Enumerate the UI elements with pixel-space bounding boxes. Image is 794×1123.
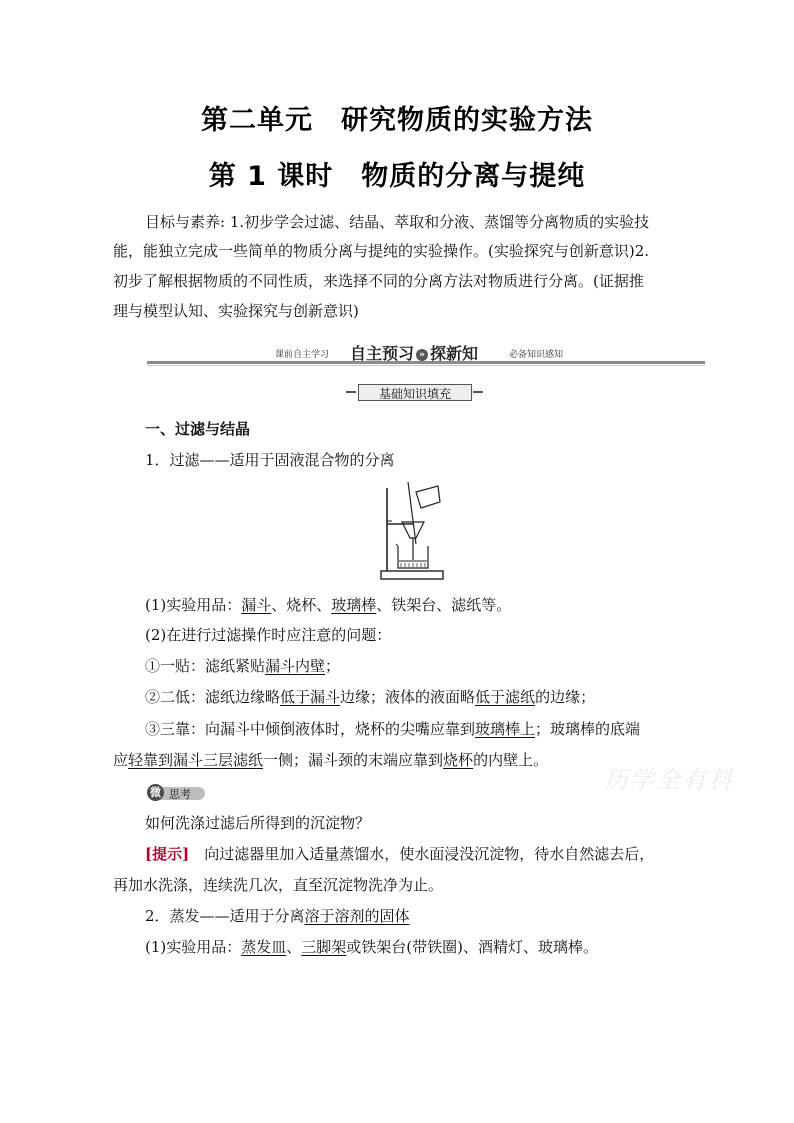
rule-three-lean-cont (113, 751, 548, 769)
filtration-notes-heading: (2)在进行过滤操作时应注意的问题： (145, 626, 392, 644)
goals-line-2: 能，能独立完成一些简单的物质分离与提纯的实验操作。(实验探究与创新意识)2. (113, 242, 650, 260)
underlined-answer: 漏斗内壁 (265, 657, 326, 675)
underlined-answer: 玻璃棒 (331, 596, 377, 614)
underlined-answer: 蒸发皿 (241, 938, 287, 956)
underlined-answer: 低于滤纸 (475, 688, 536, 706)
section-box-dash-right (473, 391, 483, 393)
section-box (346, 384, 483, 401)
rule-one-stick (145, 657, 340, 675)
text-run: 向过滤器里加入适量蒸馏水，使水面浸没沉淀物，待水自然滤去后， (189, 845, 655, 863)
goals-line-4: 理与模型认知、实验探究与创新意识) (113, 302, 359, 320)
watermark: 历学全有料 (604, 766, 734, 794)
underlined-answer: 烧杯 (443, 751, 474, 769)
hint-line-1 (145, 845, 654, 863)
text-run: 或铁架台(带铁圈)、酒精灯、玻璃棒。 (346, 938, 599, 956)
banner-main-b: 探新知 (430, 344, 479, 363)
banner-right-label: 必备知识感知 (509, 350, 564, 360)
think-question: 如何洗涤过滤后所得到的沉淀物？ (145, 814, 371, 832)
think-badge (147, 784, 205, 801)
text-run: ； (325, 657, 341, 675)
rule-two-low (145, 688, 595, 706)
text-run: 的边缘； (535, 688, 596, 706)
filtration-tools (145, 596, 511, 614)
text-run: 一侧；漏斗颈的末端应靠到 (263, 751, 444, 769)
banner-main-a: 自主预习 (350, 344, 415, 363)
underlined-answer: 溶于溶剂的固体 (304, 907, 410, 925)
text-run: 、 (286, 938, 302, 956)
text-run: ；玻璃棒的底端 (535, 720, 641, 738)
hint-line-2: 再加水洗涤，连续洗几次，直至沉淀物洗净为止。 (113, 876, 444, 894)
heading-filtration-crystallization: 一、过滤与结晶 (145, 420, 251, 438)
evaporation-title (145, 907, 410, 925)
underlined-answer: 低于漏斗 (280, 688, 341, 706)
goals-line-1: 目标与素养: 1.初步学会过滤、结晶、萃取和分液、蒸馏等分离物质的实验技 (145, 213, 650, 231)
text-run: ①一贴：滤纸紧贴 (145, 657, 266, 675)
rule-three-lean (145, 720, 640, 738)
text-run: ③三靠：向漏斗中倾倒液体时，烧杯的尖嘴应靠到 (145, 720, 476, 738)
filtration-apparatus-illustration (372, 480, 456, 584)
text-run: 边缘；液体的液面略 (340, 688, 476, 706)
text-run: ②二低：滤纸边缘略 (145, 688, 281, 706)
text-run: 的内壁上。 (473, 751, 549, 769)
underlined-answer: 三脚架 (301, 938, 347, 956)
text-run: 2．蒸发——适用于分离 (145, 907, 305, 925)
banner-rule-thin (147, 365, 705, 366)
think-badge-label: 思考 (169, 788, 191, 801)
underlined-answer: 玻璃棒上 (475, 720, 536, 738)
hint-tag: [提示] (145, 845, 190, 863)
section-banner (147, 341, 705, 367)
banner-main-label (350, 341, 478, 364)
evaporation-tools (145, 938, 598, 956)
text-run: 、烧杯、 (271, 596, 332, 614)
banner-left-label: 课前自主学习 (275, 350, 330, 360)
text-run: 、铁架台、滤纸等。 (376, 596, 512, 614)
text-run: (1)实验用品： (145, 596, 242, 614)
text-run: (1)实验用品： (145, 938, 242, 956)
double-chevron-icon: » (416, 349, 428, 361)
think-badge-icon: 微 (147, 784, 164, 801)
section-box-label: 基础知识填充 (378, 387, 451, 401)
underlined-answer: 轻靠到漏斗三层滤纸 (128, 751, 264, 769)
goals-line-3: 初步了解根据物质的不同性质，来选择不同的分离方法对物质进行分离。(证据推 (113, 272, 644, 290)
text-run: 应 (113, 751, 129, 769)
section-box-dash-left (346, 391, 356, 393)
unit-title: 第二单元 研究物质的实验方法 (201, 105, 593, 136)
filtration-title: 1．过滤——适用于固液混合物的分离 (145, 451, 395, 469)
underlined-answer: 漏斗 (241, 596, 272, 614)
lesson-title: 第 1 课时 物质的分离与提纯 (208, 161, 586, 192)
